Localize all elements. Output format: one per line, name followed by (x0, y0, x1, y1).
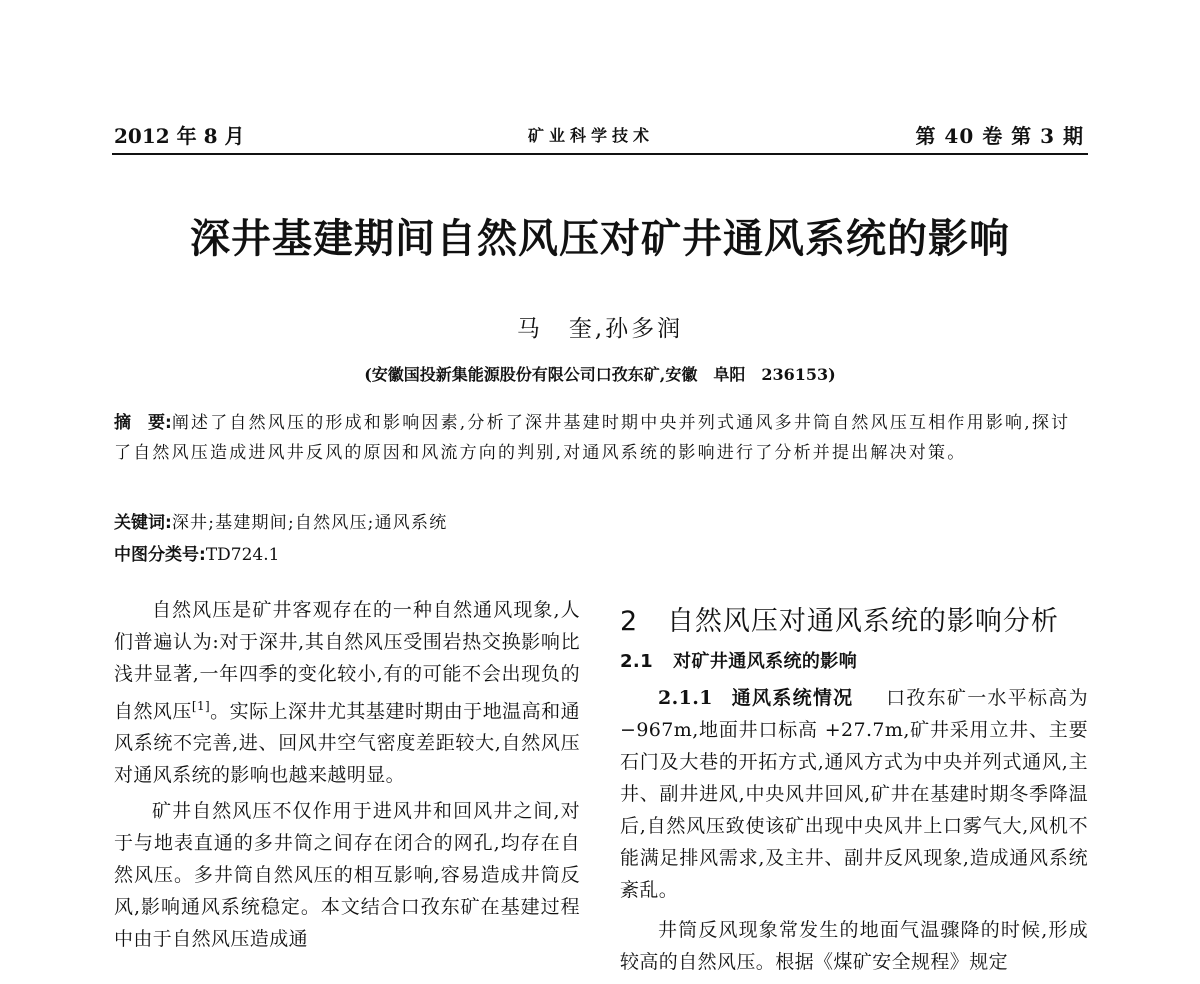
body-paragraph-2: 井筒反风现象常发生的地面气温骤降的时候,形成较高的自然风压。根据《煤矿安全规程》规定 (620, 919, 1088, 973)
body-paragraph-1-text: 口孜东矿一水平标高为 −967m,地面井口标高 +27.7m,矿井采用立井、主要石门及大巷的开拓方式,通风方式为中央并列式通风,主井、副井进风,中央风井回风,矿井在基建时期冬季降温后,自然风压致使该矿出现中央风井上口雾气大,风机不能满足排风需求,及主井、副井反风现象,造成通风系统紊乱。 (620, 687, 1088, 901)
section-title: 自然风压对通风系统的影响分析 (666, 606, 1059, 637)
running-header-date: 2012 年 8 月 (114, 124, 245, 148)
subsection-heading (620, 646, 1088, 678)
subsubsection-number: 2.1.1 (658, 687, 713, 709)
abstract-text: 阐述了自然风压的形成和影响因素,分析了深井基建时期中央并列式通风多井筒自然风压互相作用影响,探讨了自然风压造成进风井反风的原因和风流方向的判别,对通风系统的影响进行了分析并提出解决对策。 (114, 413, 1071, 463)
abstract-label: 摘 要: (114, 413, 172, 433)
running-header-issue: 第 40 卷 第 3 期 (915, 124, 1084, 148)
left-column (114, 594, 580, 955)
header-divider (112, 153, 1088, 155)
running-header-journal: 矿业科学技术 (528, 126, 655, 145)
intro-paragraph-1 (114, 594, 580, 791)
authors: 马 奎,孙多润 (516, 316, 684, 342)
subsubsection-title: 通风系统情况 (730, 687, 854, 709)
subsection-title: 对矿井通风系统的影响 (673, 651, 858, 672)
affiliation: (安徽国投新集能源股份有限公司口孜东矿,安徽 阜阳 236153) (364, 365, 836, 384)
keywords-label: 关键词: (114, 513, 172, 533)
body-paragraph-1 (620, 682, 1088, 906)
citation-ref: [1] (191, 699, 211, 713)
clc-label: 中图分类号: (114, 545, 206, 565)
intro-paragraph-1-end: 。实际上深井尤其基建时期由于地温高和通风系统不完善,进、回风井空气密度差距较大,自然风压对通风系统的影响也越来越明显。 (114, 700, 580, 787)
right-column (620, 594, 1088, 978)
section-number: 2 (620, 606, 639, 637)
clc-text: TD724.1 (205, 545, 280, 565)
intro-paragraph-2: 矿井自然风压不仅作用于进风井和回风井之间,对于与地表直通的多井筒之间存在闭合的网孔,均存在自然风压。多井筒自然风压的相互影响,容易造成井筒反风,影响通风系统稳定。本文结合口孜东矿在基建过程中由于自然风压造成通 (114, 800, 580, 951)
classification-number (114, 540, 1088, 570)
abstract (114, 408, 1088, 468)
keywords-text: 深井;基建期间;自然风压;通风系统 (171, 513, 448, 533)
paper-title: 深井基建期间自然风压对矿井通风系统的影响 (190, 215, 1010, 262)
keywords (114, 508, 1088, 538)
intro-paragraph-1-text: 自然风压是矿井客观存在的一种自然通风现象,人们普遍认为:对于深井,其自然风压受围岩热交换影响比浅井显著,一年四季的变化较小,有的可能不会出现负的自然风压 (114, 599, 580, 723)
section-heading (620, 606, 1088, 638)
subsection-number: 2.1 (620, 651, 654, 672)
